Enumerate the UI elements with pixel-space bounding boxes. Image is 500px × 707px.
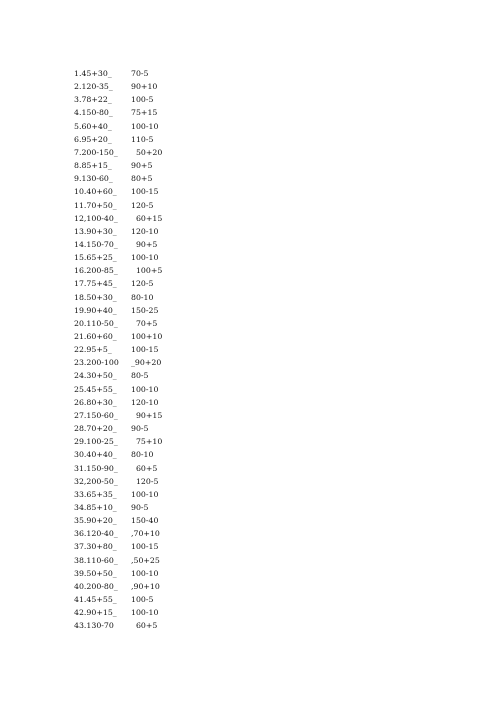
exercise-row bbox=[0, 226, 500, 238]
exercise-row bbox=[0, 252, 500, 264]
exercise-right: 100-15 bbox=[131, 542, 159, 552]
exercise-right: 100+10 bbox=[131, 332, 163, 341]
exercise-left: 29.100-25_ bbox=[74, 437, 118, 447]
exercise-right: ,50+25 bbox=[131, 555, 160, 565]
exercise-right: 90-5 bbox=[131, 424, 149, 434]
exercise-right: 120-5 bbox=[131, 279, 154, 289]
exercise-left: 9.130-60_ bbox=[74, 174, 113, 184]
exercise-left: 30.40+40_ bbox=[74, 450, 117, 460]
exercise-left: 21.60+60_ bbox=[74, 332, 117, 341]
exercise-left: 16.200-85_ bbox=[74, 266, 118, 276]
exercise-row bbox=[0, 463, 500, 475]
exercise-row bbox=[0, 68, 500, 80]
exercise-row bbox=[0, 581, 500, 593]
exercise-left: 31.150-90_ bbox=[74, 463, 118, 473]
exercise-right: 80-5 bbox=[131, 371, 149, 381]
exercise-row bbox=[0, 318, 500, 330]
exercise-right: 100-15 bbox=[131, 345, 159, 355]
exercise-left: 10.40+60_ bbox=[74, 187, 117, 197]
exercise-row bbox=[0, 370, 500, 382]
exercise-right: 60+5 bbox=[131, 621, 158, 631]
exercise-left: 36.120-40_ bbox=[74, 529, 118, 539]
exercise-right: 75+15 bbox=[131, 108, 158, 118]
exercise-left: 6.95+20_ bbox=[74, 134, 112, 144]
exercise-left: 17.75+45_ bbox=[74, 279, 117, 289]
exercise-right: ,70+10 bbox=[131, 529, 160, 539]
exercise-left: 38.110-60_ bbox=[74, 555, 118, 565]
exercise-right: 100-10 bbox=[131, 384, 159, 394]
exercise-row bbox=[0, 81, 500, 93]
exercise-row bbox=[0, 186, 500, 198]
exercise-right: 90+15 bbox=[131, 410, 163, 420]
exercise-right: 60+5 bbox=[131, 463, 158, 473]
exercise-left: 34.85+10_ bbox=[74, 502, 117, 512]
exercise-right: 120-10 bbox=[131, 226, 159, 236]
exercise-right: 60+15 bbox=[131, 213, 163, 223]
exercise-row bbox=[0, 357, 500, 369]
exercise-row bbox=[0, 160, 500, 172]
exercise-left: 19.90+40_ bbox=[74, 305, 117, 315]
exercise-left: 24.30+50_ bbox=[74, 371, 117, 381]
exercise-left: 37.30+80_ bbox=[74, 542, 117, 552]
exercise-left: 11.70+50_ bbox=[74, 200, 117, 210]
exercise-right: 90+5 bbox=[131, 239, 158, 249]
exercise-row bbox=[0, 292, 500, 304]
exercise-left: 20.110-50_ bbox=[74, 318, 118, 328]
exercise-row bbox=[0, 568, 500, 580]
exercise-right: 50+20 bbox=[131, 147, 163, 157]
exercise-row bbox=[0, 502, 500, 514]
exercise-row bbox=[0, 607, 500, 619]
exercise-right: 80-10 bbox=[131, 450, 154, 460]
exercise-right: 100-10 bbox=[131, 253, 159, 263]
exercise-row bbox=[0, 107, 500, 119]
exercise-row bbox=[0, 121, 500, 133]
exercise-left: 40.200-80_ bbox=[74, 581, 118, 591]
exercise-right: 120-5 bbox=[131, 200, 154, 210]
exercise-right: 70-5 bbox=[131, 69, 149, 78]
exercise-row bbox=[0, 305, 500, 317]
exercise-row bbox=[0, 555, 500, 567]
exercise-row bbox=[0, 397, 500, 409]
exercise-right: 110-5 bbox=[131, 134, 154, 144]
exercise-left: 5.60+40_ bbox=[74, 121, 112, 131]
exercise-row bbox=[0, 620, 500, 632]
exercise-left: 41.45+55_ bbox=[74, 595, 117, 604]
exercise-left: 22.95+5_ bbox=[74, 345, 112, 355]
exercise-row bbox=[0, 173, 500, 185]
exercise-right: 90+5 bbox=[131, 161, 153, 171]
exercise-right: 120-5 bbox=[131, 476, 159, 486]
exercise-left: 28.70+20_ bbox=[74, 424, 117, 434]
exercise-left: 3.78+22_ bbox=[74, 95, 112, 105]
exercise-right: 150-40 bbox=[131, 516, 159, 526]
exercise-left: 12,100-40_ bbox=[74, 213, 118, 223]
exercise-row bbox=[0, 344, 500, 356]
exercise-left: 39.50+50_ bbox=[74, 568, 117, 578]
exercise-row bbox=[0, 594, 500, 606]
exercise-left: 33.65+35_ bbox=[74, 489, 117, 499]
exercise-right: 75+10 bbox=[131, 437, 163, 447]
exercise-row bbox=[0, 449, 500, 461]
exercise-right: 90-5 bbox=[131, 502, 149, 512]
exercise-row bbox=[0, 134, 500, 146]
exercise-right: 80+5 bbox=[131, 174, 153, 184]
exercise-right: 90+10 bbox=[131, 82, 158, 92]
exercise-row bbox=[0, 265, 500, 277]
exercise-right: 100+5 bbox=[131, 266, 163, 276]
exercise-row bbox=[0, 528, 500, 540]
exercise-left: 25.45+55_ bbox=[74, 384, 117, 394]
exercise-left: 42.90+15_ bbox=[74, 608, 117, 618]
exercise-row bbox=[0, 489, 500, 501]
exercise-row bbox=[0, 515, 500, 527]
exercise-row bbox=[0, 213, 500, 225]
exercise-left: 15.65+25_ bbox=[74, 253, 117, 263]
exercise-right: 80-10 bbox=[131, 292, 154, 302]
exercise-row bbox=[0, 541, 500, 553]
exercise-left: 13.90+30_ bbox=[74, 226, 117, 236]
exercise-left: 8.85+15_ bbox=[74, 161, 112, 171]
exercise-left: 14.150-70_ bbox=[74, 239, 118, 249]
exercise-left: 35.90+20_ bbox=[74, 516, 117, 526]
exercise-left: 2.120-35_ bbox=[74, 82, 113, 92]
exercise-row bbox=[0, 200, 500, 212]
exercise-right: 100-15 bbox=[131, 187, 159, 197]
exercise-row bbox=[0, 147, 500, 159]
exercise-right: 100-5 bbox=[131, 595, 154, 604]
exercise-right: 100-10 bbox=[131, 608, 159, 618]
exercise-left: 26.80+30_ bbox=[74, 397, 117, 407]
exercise-right: 100-5 bbox=[131, 95, 154, 105]
exercise-left: 18.50+30_ bbox=[74, 292, 117, 302]
exercise-row bbox=[0, 410, 500, 422]
exercise-right: 100-10 bbox=[131, 568, 159, 578]
exercise-left: 32,200-50_ bbox=[74, 476, 118, 486]
exercise-row bbox=[0, 384, 500, 396]
exercise-left: 23.200-100 bbox=[74, 358, 119, 368]
exercise-left: 4.150-80_ bbox=[74, 108, 113, 118]
exercise-right: 100-10 bbox=[131, 121, 159, 131]
exercise-right: 150-25 bbox=[131, 305, 159, 315]
exercise-row bbox=[0, 278, 500, 290]
exercise-left: 7.200-150_ bbox=[74, 147, 118, 157]
exercise-row bbox=[0, 436, 500, 448]
exercise-left: 27.150-60_ bbox=[74, 410, 118, 420]
exercise-right: 120-10 bbox=[131, 397, 159, 407]
exercise-row bbox=[0, 423, 500, 435]
exercise-right: 100-10 bbox=[131, 489, 159, 499]
exercise-row bbox=[0, 331, 500, 343]
exercise-row bbox=[0, 476, 500, 488]
exercise-left: 43.130-70 bbox=[74, 621, 114, 631]
exercise-right: 70+5 bbox=[131, 318, 158, 328]
exercise-right: _90+20 bbox=[131, 358, 162, 368]
exercise-row bbox=[0, 239, 500, 251]
exercise-right: ,90+10 bbox=[131, 581, 160, 591]
exercise-left: 1.45+30_ bbox=[74, 69, 112, 78]
exercise-row bbox=[0, 94, 500, 106]
